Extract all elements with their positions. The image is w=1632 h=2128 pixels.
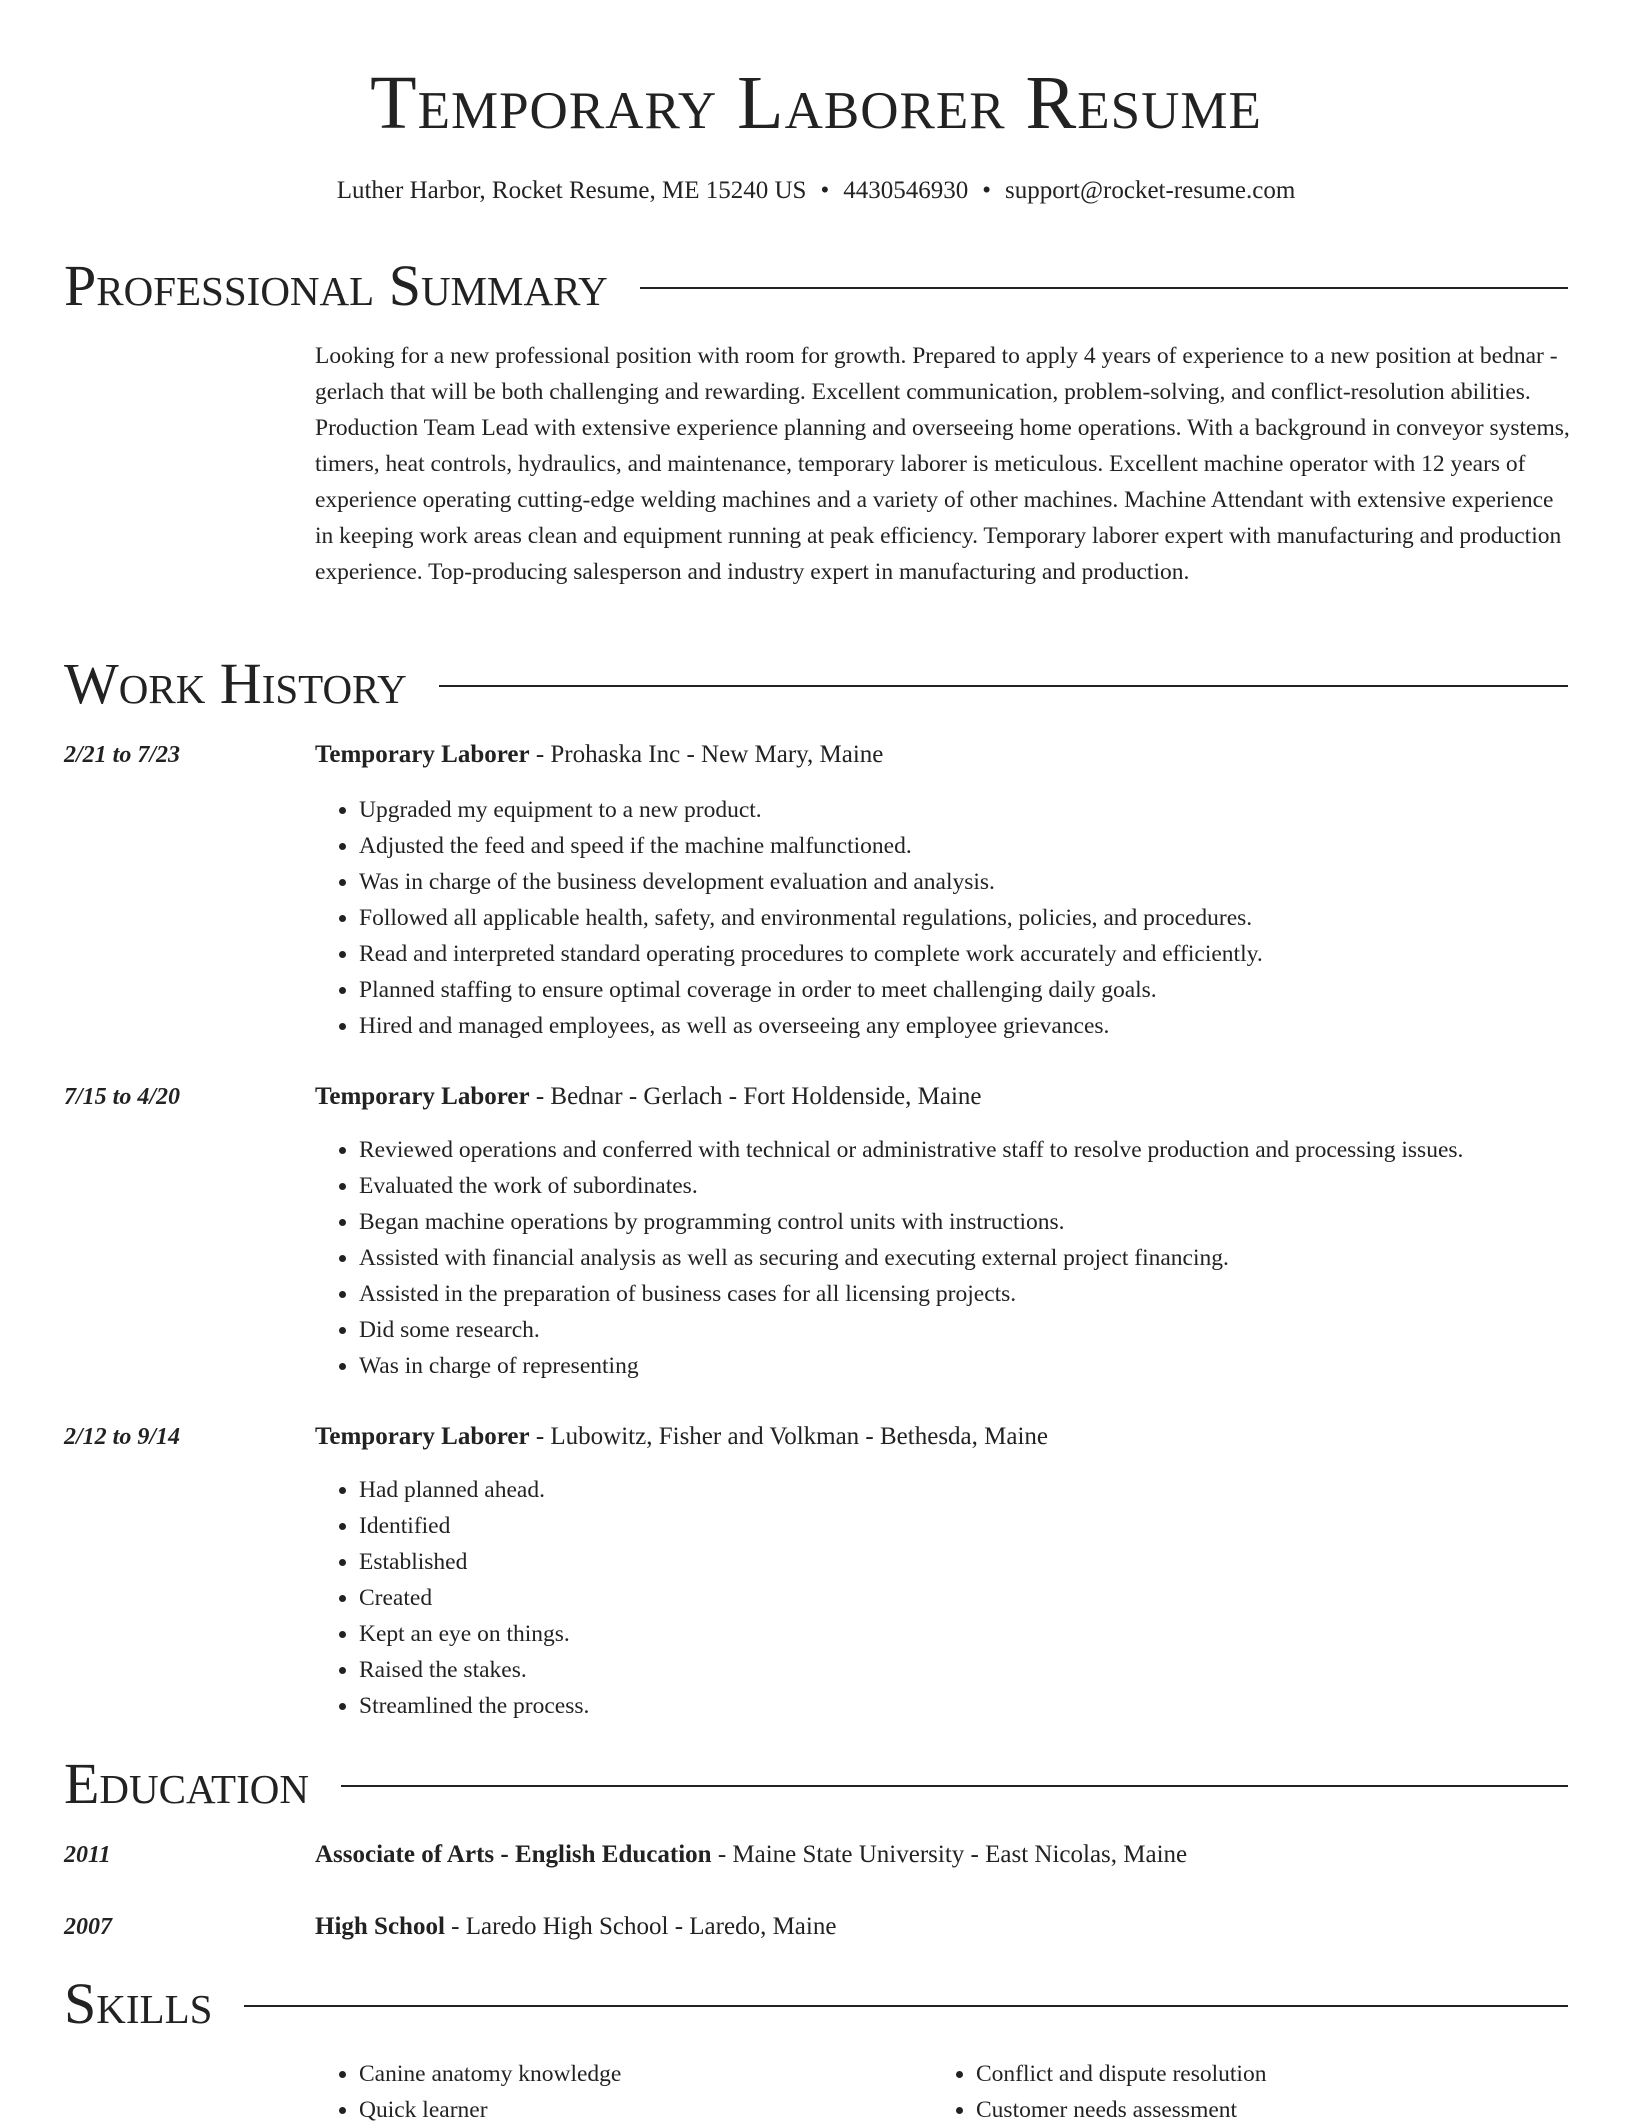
education-title: High School: [315, 1913, 445, 1940]
job-bullet: • Created: [359, 1580, 1615, 1616]
job-bullet-list: [315, 1132, 1615, 1384]
section-divider: [439, 685, 1568, 687]
job-bullet: • Evaluated the work of subordinates.: [359, 1168, 1615, 1204]
job-bullet: • Raised the stakes.: [359, 1652, 1615, 1688]
skill-item: • Canine anatomy knowledge: [359, 2056, 919, 2092]
job-bullet-list: [315, 792, 1615, 1044]
skill-item: • Quick learner: [359, 2092, 919, 2128]
contact-line: [0, 174, 1632, 208]
education-heading: [315, 1910, 1571, 1944]
education-title: Associate of Arts - English Education: [315, 1841, 712, 1868]
job-date: 2/12 to 9/14: [64, 1424, 181, 1450]
job-bullet: • Had planned ahead.: [359, 1472, 1615, 1508]
section-divider: [341, 1785, 1568, 1787]
skill-item: • Customer needs assessment: [976, 2092, 1536, 2128]
job-date: 2/21 to 7/23: [64, 742, 181, 768]
section-title-education: Education: [64, 1751, 309, 1816]
skill-item: • Conflict and dispute resolution: [976, 2056, 1536, 2092]
education-detail: - Laredo High School - Laredo, Maine: [444, 1913, 837, 1940]
education-heading: [315, 1838, 1571, 1872]
job-bullet: • Kept an eye on things.: [359, 1616, 1615, 1652]
contact-separator: •: [982, 177, 991, 204]
job-heading: [315, 1080, 1571, 1114]
summary-text: Looking for a new professional position with room for growth. Prepared to apply 4 years of experience to a new position at bednar - gerlach that will be both challenging and rewarding. Excellent communication, problem-solving, and conflict-resolution abilities. Production Team Lead with extensive experience planning and overseeing home operations. With a background in conveyor systems, timers, heat controls, hydraulics, and maintenance, temporary laborer is meticulous. Excellent machine operator with 12 years of experience operating cutting-edge welding machines and a variety of other machines. Machine Attendant with extensive experience in keeping work areas clean and equipment running at peak efficiency. Temporary laborer expert with manufacturing and production experience. Top-producing salesperson and industry expert in manufacturing and production.: [315, 343, 1570, 585]
job-heading: [315, 1420, 1571, 1454]
job-title: Temporary Laborer: [315, 1423, 530, 1450]
job-bullet: • Did some research.: [359, 1312, 1615, 1348]
job-bullet: • Adjusted the feed and speed if the machine malfunctioned.: [359, 828, 1615, 864]
job-title: Temporary Laborer: [315, 741, 530, 768]
education-detail: - Maine State University - East Nicolas, Maine: [711, 1841, 1188, 1868]
contact-separator: •: [820, 177, 830, 204]
job-detail: - Bednar - Gerlach - Fort Holdenside, Maine: [529, 1083, 982, 1110]
job-bullet-list: [315, 1472, 1615, 1724]
contact-address: Luther Harbor, Rocket Resume, ME 15240 US: [336, 177, 807, 204]
job-bullet: • Reviewed operations and conferred with technical or administrative staff to resolve production and processing issues.: [359, 1132, 1615, 1168]
contact-phone: 4430546930: [843, 177, 969, 204]
job-title: Temporary Laborer: [315, 1083, 530, 1110]
job-bullet: • Was in charge of representing: [359, 1348, 1615, 1384]
contact-email: support@rocket-resume.com: [1005, 177, 1296, 204]
job-bullet: • Planned staffing to ensure optimal coverage in order to meet challenging daily goals.: [359, 972, 1615, 1008]
section-divider: [244, 2005, 1568, 2007]
resume-title: Temporary Laborer Resume: [370, 61, 1262, 145]
skills-list-right: [932, 2056, 1536, 2128]
job-bullet: • Read and interpreted standard operating procedures to complete work accurately and efficiently.: [359, 936, 1615, 972]
section-title-summary: Professional Summary: [64, 253, 608, 318]
job-bullet: • Began machine operations by programming control units with instructions.: [359, 1204, 1615, 1240]
education-date: 2007: [64, 1914, 112, 1940]
job-bullet: • Identified: [359, 1508, 1615, 1544]
job-bullet: • Established: [359, 1544, 1615, 1580]
job-date: 7/15 to 4/20: [64, 1084, 181, 1110]
section-header-work-history: [64, 652, 1568, 716]
section-title-work-history: Work History: [64, 651, 407, 716]
job-heading: [315, 738, 1571, 772]
job-detail: - Prohaska Inc - New Mary, Maine: [529, 741, 884, 768]
section-header-summary: [64, 254, 1568, 318]
section-header-education: [64, 1752, 1568, 1816]
job-detail: - Lubowitz, Fisher and Volkman - Bethesda, Maine: [529, 1423, 1049, 1450]
section-title-skills: Skills: [64, 1971, 213, 2036]
education-date: 2011: [64, 1842, 111, 1868]
job-bullet: • Assisted in the preparation of business cases for all licensing projects.: [359, 1276, 1615, 1312]
job-bullet: • Assisted with financial analysis as well as securing and executing external project financing.: [359, 1240, 1615, 1276]
job-bullet: • Upgraded my equipment to a new product.: [359, 792, 1615, 828]
job-bullet: • Hired and managed employees, as well as overseeing any employee grievances.: [359, 1008, 1615, 1044]
job-bullet: • Followed all applicable health, safety, and environmental regulations, policies, and procedures.: [359, 900, 1615, 936]
skills-list-left: [315, 2056, 919, 2128]
job-bullet: • Was in charge of the business development evaluation and analysis.: [359, 864, 1615, 900]
section-header-skills: [64, 1972, 1568, 2036]
job-bullet: • Streamlined the process.: [359, 1688, 1615, 1724]
section-divider: [640, 287, 1568, 289]
